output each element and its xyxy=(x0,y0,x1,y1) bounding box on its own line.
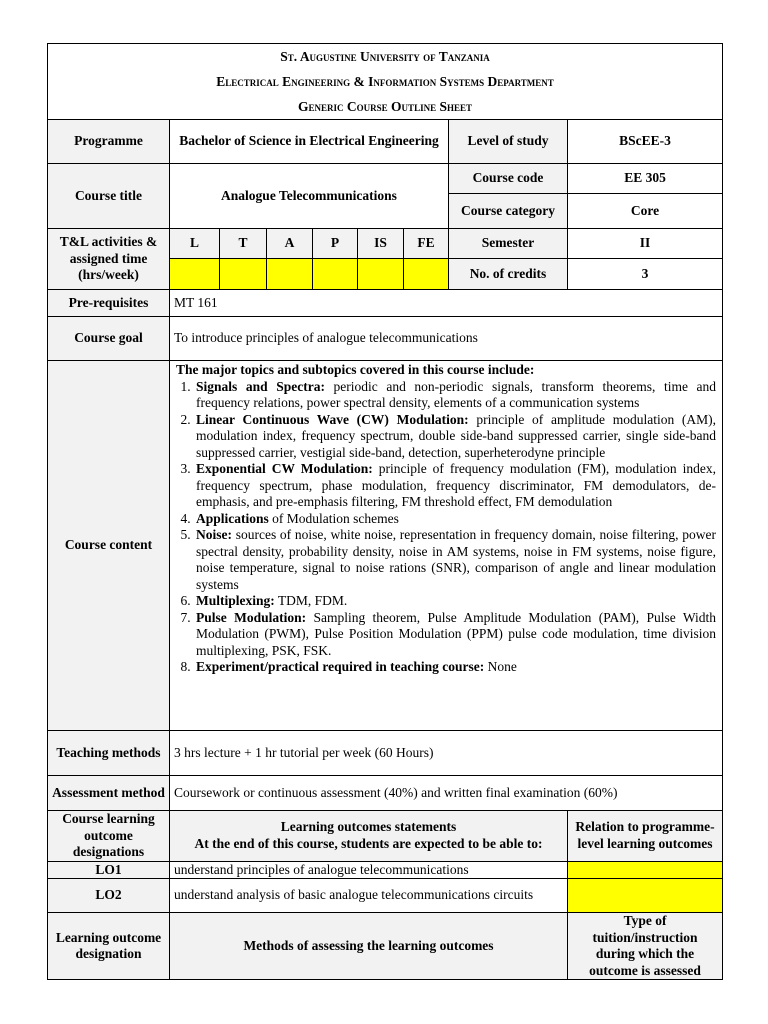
content-row xyxy=(48,361,723,731)
assessing-col-methods: Methods of assessing the learning outcomes xyxy=(170,913,568,980)
sheet-title: Generic Course Outline Sheet xyxy=(298,99,472,114)
tl-col-p: P xyxy=(313,229,358,259)
goal-value: To introduce principles of analogue telecommunications xyxy=(170,317,723,361)
prereq-row xyxy=(48,290,723,317)
course-code-value: EE 305 xyxy=(568,164,723,194)
goal-label: Course goal xyxy=(48,317,170,361)
tl-hours-cell xyxy=(220,259,267,290)
topic-text: Sampling theorem, Pulse Amplitude Modulation (PAM), Pulse Width Modulation (PWM), Pulse Position Modulation (PPM) pulse code modulation, time division multiplexing, PSK, FSK. xyxy=(196,609,717,658)
tl-col-l: L xyxy=(170,229,220,259)
tl-col-is: IS xyxy=(358,229,404,259)
topic-item xyxy=(194,511,716,528)
tl-activities-row xyxy=(48,229,723,259)
topic-title: Experiment/practical required in teaching course: xyxy=(196,659,485,674)
topic-item xyxy=(194,379,716,412)
credits-label: No. of credits xyxy=(449,259,568,290)
course-title-value: Analogue Telecommunications xyxy=(170,164,449,229)
topic-item xyxy=(194,412,716,462)
level-label: Level of study xyxy=(449,120,568,164)
assessing-col-tuition-type: Type of tuition/instruction during which the outcome is assessed xyxy=(568,913,723,980)
topic-title: Exponential CW Modulation: xyxy=(196,461,373,476)
semester-label: Semester xyxy=(449,229,568,259)
content-intro: The major topics and subtopics covered in this course include: xyxy=(176,362,535,377)
assessment-value: Coursework or continuous assessment (40%) and written final examination (60%) xyxy=(170,776,723,811)
outcomes-header-row xyxy=(48,811,723,862)
credits-value: 3 xyxy=(568,259,723,290)
topic-item xyxy=(194,610,716,660)
prereq-value: MT 161 xyxy=(170,290,723,317)
outcomes-statements-subtitle: At the end of this course, students are expected to be able to: xyxy=(194,835,543,851)
topic-title: Signals and Spectra: xyxy=(196,378,325,394)
topic-title: Applications xyxy=(196,510,269,526)
topic-item xyxy=(194,527,716,593)
assessment-row xyxy=(48,776,723,811)
topic-text: TDM, FDM. xyxy=(274,593,348,608)
teaching-label: Teaching methods xyxy=(48,731,170,776)
content-label: Course content xyxy=(48,361,170,731)
prereq-label: Pre-requisites xyxy=(48,290,170,317)
topic-title: Linear Continuous Wave (CW) Modulation: xyxy=(196,411,469,427)
department-name: Electrical Engineering & Information Systems Department xyxy=(216,74,554,89)
goal-row xyxy=(48,317,723,361)
topic-text: principle of amplitude modulation (AM), modulation index, frequency spectrum, double side-band suppressed carrier, single side-band suppressed carrier, vestigial side-band, detection, superheterodyne principle xyxy=(196,411,717,460)
sheet-header xyxy=(48,44,723,120)
topic-title: Pulse Modulation: xyxy=(196,609,307,625)
outcomes-col-relation: Relation to programme-level learning outcomes xyxy=(568,811,723,862)
outcome-relation-cell xyxy=(568,861,723,879)
university-name: St. Augustine University of Tanzania xyxy=(280,49,490,64)
course-title-label: Course title xyxy=(48,164,170,229)
semester-value: II xyxy=(568,229,723,259)
assessing-col-designation: Learning outcome designation xyxy=(48,913,170,980)
level-value: BScEE-3 xyxy=(568,120,723,164)
programme-row xyxy=(48,120,723,164)
tl-col-t: T xyxy=(220,229,267,259)
outcome-row-lo2 xyxy=(48,879,723,913)
outcomes-col-statements xyxy=(170,811,568,862)
tl-hours-cell xyxy=(267,259,313,290)
topic-item xyxy=(194,659,716,676)
programme-value: Bachelor of Science in Electrical Engineering xyxy=(170,120,449,164)
assessment-label: Assessment method xyxy=(48,776,170,811)
course-outline-table xyxy=(47,43,723,980)
tl-hours-cell xyxy=(358,259,404,290)
teaching-value: 3 hrs lecture + 1 hr tutorial per week (60 Hours) xyxy=(170,731,723,776)
tl-col-fe: FE xyxy=(404,229,449,259)
outcomes-col-designation: Course learning outcome designations xyxy=(48,811,170,862)
topic-item xyxy=(194,593,716,610)
tl-hours-cell xyxy=(404,259,449,290)
topic-text: sources of noise, white noise, representation in frequency domain, noise filtering, power spectral density, probability density, noise in AM systems, noise in FM systems, noise figure, noise temperature, signal to noise rations (SNR), comparison of angle and linear modulation systems xyxy=(196,527,717,592)
outcomes-statements-title: Learning outcomes statements xyxy=(280,819,457,835)
course-title-row xyxy=(48,164,723,194)
teaching-row xyxy=(48,731,723,776)
outcome-row-lo1 xyxy=(48,861,723,879)
topic-text: None xyxy=(484,659,517,674)
outcome-text: understand principles of analogue telecommunications xyxy=(170,861,568,879)
outcome-text: understand analysis of basic analogue telecommunications circuits xyxy=(170,879,568,913)
outcome-id: LO1 xyxy=(48,861,170,879)
topic-text: periodic and non-periodic signals, transform theorems, time and frequency relations, power spectral density, elements of a communication systems xyxy=(196,378,717,410)
course-category-label: Course category xyxy=(449,194,568,229)
tl-hours-cell xyxy=(313,259,358,290)
course-code-label: Course code xyxy=(449,164,568,194)
tl-activities-label: T&L activities & assigned time (hrs/week) xyxy=(48,229,170,290)
course-category-value: Core xyxy=(568,194,723,229)
outcome-relation-cell xyxy=(568,879,723,913)
topic-text: of Modulation schemes xyxy=(268,510,399,526)
assessing-header-row xyxy=(48,913,723,980)
topic-title: Multiplexing: xyxy=(196,593,275,608)
topic-title: Noise: xyxy=(196,527,232,542)
programme-label: Programme xyxy=(48,120,170,164)
header-row xyxy=(48,44,723,120)
content-cell xyxy=(170,361,723,731)
outcome-id: LO2 xyxy=(48,879,170,913)
topic-item xyxy=(194,461,716,511)
tl-col-a: A xyxy=(267,229,313,259)
tl-hours-cell xyxy=(170,259,220,290)
topic-text: principle of frequency modulation (FM), modulation index, frequency spectrum, phase modulation, frequency discriminator, FM demodulators, de-emphasis, and pre-emphasis filtering, FM threshold effect, FM demodulation xyxy=(196,461,717,509)
topics-list xyxy=(176,379,716,676)
